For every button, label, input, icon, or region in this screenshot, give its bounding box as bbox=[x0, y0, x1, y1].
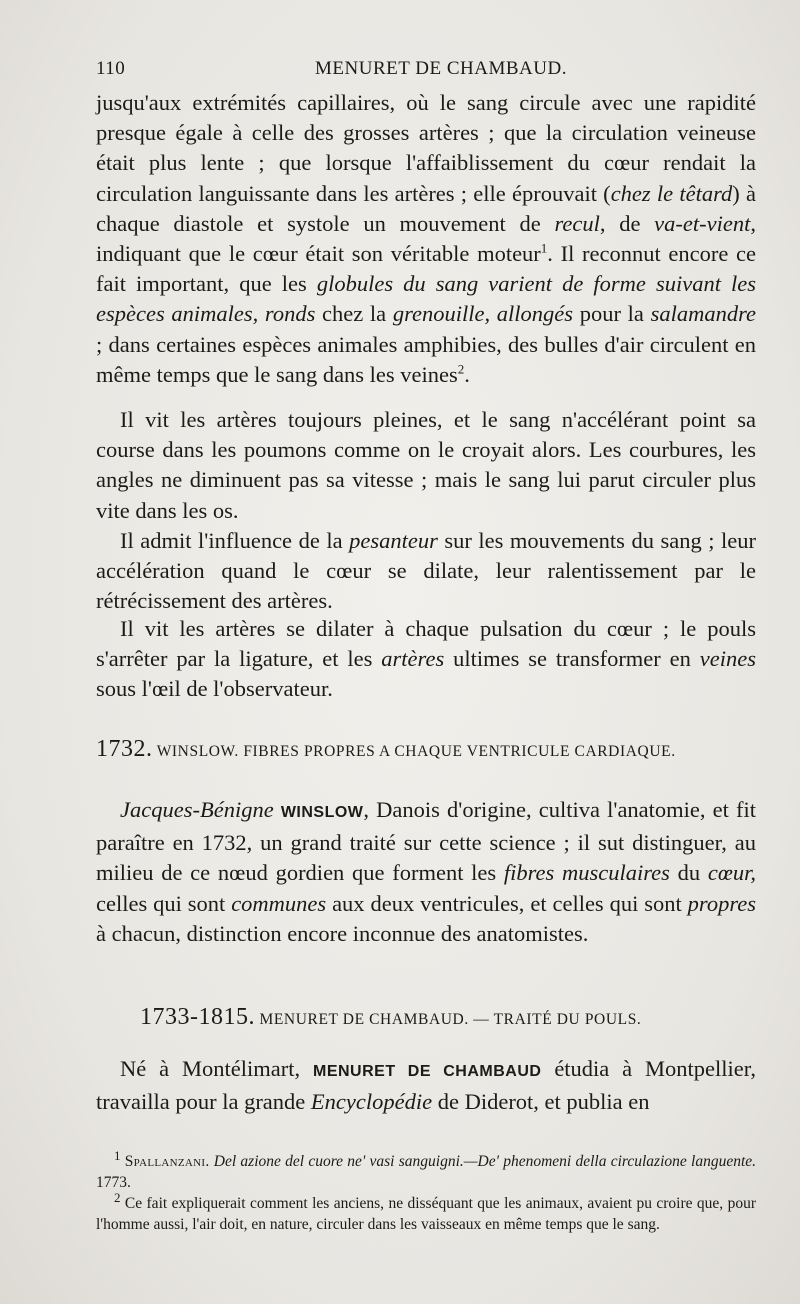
section-heading-menuret bbox=[140, 1004, 800, 1031]
footnotes bbox=[96, 1147, 757, 1235]
author-name: WINSLOW bbox=[280, 804, 364, 821]
italic-run: communes bbox=[231, 890, 327, 916]
footnote-year: 1773. bbox=[96, 1174, 131, 1191]
footnote-mark: 1 bbox=[114, 1147, 121, 1163]
italic-run: globules du sang varient de forme suivant les espèces animales, ronds bbox=[96, 271, 757, 327]
text-run: ) à chaque diastole et systole un mouvement de bbox=[96, 180, 756, 236]
text-run: étudia à Montpellier, travailla pour la grande bbox=[96, 1056, 756, 1115]
paragraph-text: Il vit les artères toujours pleines, et le sang n'accélérant point sa course dans les poumons comme on le croyait alors. Les courbures, les angles ne diminuent pas sa vitesse ; mais le sang lui parut circuler plus vite dans les os. bbox=[96, 407, 756, 523]
text-run: du bbox=[669, 860, 708, 886]
paragraph-pulsation bbox=[96, 614, 756, 705]
section-heading-winslow bbox=[96, 736, 756, 763]
text-run: ; dans certaines espèces animales amphibies, des bulles d'air circulent en même temps que le sang dans les veines bbox=[96, 331, 756, 387]
footnote-ref-2: 2 bbox=[457, 361, 465, 377]
footnote-author: Spallanzani. bbox=[124, 1153, 210, 1170]
text-run: , de bbox=[599, 210, 655, 236]
author-name: MENURET DE CHAMBAUD bbox=[312, 1063, 542, 1080]
footnote-title: Del azione del cuore ne' vasi sanguigni.—De' phenomeni della circulazione languente. bbox=[213, 1153, 757, 1170]
italic-run: pesanteur bbox=[349, 528, 438, 553]
text-run: Il admit l'influence de la bbox=[120, 528, 350, 553]
italic-run: veines bbox=[699, 646, 756, 672]
text-run: pour la bbox=[573, 301, 651, 327]
text-run: sur les mouvements du sang ; leur accélération quand le cœur se dilate, leur ralentissement par le rétrécissement des artères. bbox=[96, 528, 757, 614]
text-run: chez la bbox=[315, 301, 393, 327]
section-title: MENURET DE CHAMBAUD. — TRAITÉ DU POULS. bbox=[255, 1011, 642, 1028]
italic-run: grenouille, allongés bbox=[392, 301, 574, 327]
page-header bbox=[96, 58, 756, 84]
italic-run: Jacques-Bénigne bbox=[120, 797, 274, 822]
italic-run: salamandre bbox=[650, 301, 756, 327]
italic-run: fibres musculaires bbox=[503, 860, 670, 886]
section-year: 1733-1815. bbox=[140, 1004, 255, 1030]
text-run: , indiquant que le cœur était son véritable moteur bbox=[96, 210, 756, 267]
footnote-mark: 2 bbox=[114, 1189, 121, 1205]
text-run: jusqu'aux extrémités capillaires, où le sang circule avec une rapidité presque égale à celle des grosses artères ; que la circulation veineuse était plus lente ; que lorsque l'affaiblissement du cœur rendait la circulation languissante dans les artères ; elle éprouvait ( bbox=[96, 90, 756, 206]
italic-run: recul bbox=[554, 210, 600, 236]
text-run: celles qui sont bbox=[96, 890, 232, 916]
paragraph-winslow bbox=[96, 795, 756, 949]
footnote-1 bbox=[96, 1147, 757, 1193]
section-title: WINSLOW. FIBRES PROPRES A CHAQUE VENTRICULE CARDIAQUE. bbox=[152, 743, 676, 760]
text-run: sous l'œil de l'observateur. bbox=[96, 676, 333, 702]
italic-run: cœur, bbox=[707, 860, 756, 886]
footnote-ref-1: 1 bbox=[540, 240, 548, 256]
text-run: à chacun, distinction encore inconnue des anatomistes. bbox=[96, 920, 589, 946]
paragraph-pesanteur bbox=[96, 526, 756, 617]
italic-run: chez le têtard bbox=[610, 180, 733, 206]
paragraph-menuret bbox=[96, 1054, 756, 1117]
italic-run: propres bbox=[687, 890, 756, 916]
italic-run: va-et-vient bbox=[654, 210, 751, 236]
section-year: 1732. bbox=[96, 736, 153, 762]
text-run: ultimes se transformer en bbox=[444, 646, 700, 672]
italic-run: Encyclopédie bbox=[310, 1089, 433, 1115]
text-run: de Diderot, et publia en bbox=[432, 1089, 650, 1115]
footnote-2 bbox=[96, 1189, 756, 1235]
text-run: , Danois d'origine, cultiva l'anatomie, et fit paraître en 1732, un grand traité sur cette science ; il sut distinguer, au milieu de ce nœud gordien que forment les bbox=[96, 797, 756, 886]
footnote-text: Ce fait expliquerait comment les anciens, ne disséquant que les animaux, avaient pu croire que, pour l'homme aussi, l'air doit, en nature, circuler dans les vaisseaux en même temps que le sang. bbox=[96, 1195, 756, 1233]
paragraph-circulation bbox=[96, 88, 756, 390]
text-run: aux deux ventricules, et celles qui sont bbox=[326, 890, 688, 916]
text-run: Né à Montélimart, bbox=[120, 1056, 313, 1081]
text-run: . bbox=[464, 361, 470, 387]
page-number: 110 bbox=[96, 58, 126, 79]
text-run: Il vit les artères se dilater à chaque pulsation du cœur ; le pouls s'arrêter par la ligature, et les bbox=[96, 616, 756, 672]
italic-run: artères bbox=[381, 646, 445, 672]
running-title: MENURET DE CHAMBAUD. bbox=[315, 58, 567, 79]
paragraph-arteres-pleines bbox=[96, 405, 756, 526]
text-run: . Il reconnut encore ce fait important, que les bbox=[96, 241, 756, 297]
